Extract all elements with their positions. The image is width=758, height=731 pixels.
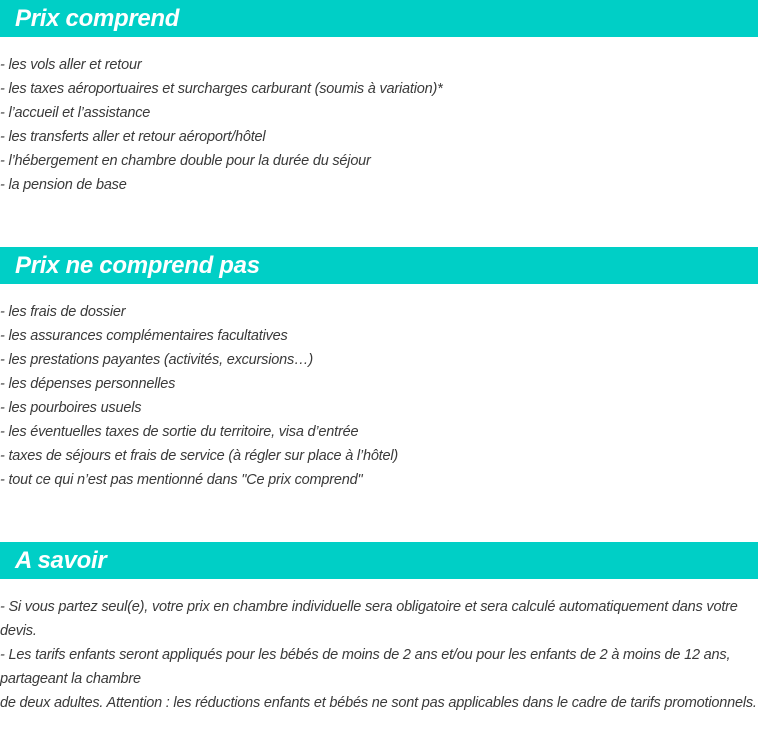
list-item: - les frais de dossier	[0, 304, 126, 320]
list-item: - les prestations payantes (activités, excursions…)	[0, 352, 313, 368]
section-header-prix-ne-comprend-pas	[0, 247, 758, 284]
list-item: - les vols aller et retour	[0, 57, 142, 73]
list-item: - les assurances complémentaires facultatives	[0, 328, 288, 344]
list-item: - les éventuelles taxes de sortie du territoire, visa d’entrée	[0, 424, 359, 440]
list-item: - taxes de séjours et frais de service (à régler sur place à l’hôtel)	[0, 448, 399, 464]
list-item: - les dépenses personnelles	[0, 376, 176, 392]
list-item: - les transferts aller et retour aéroport/hôtel	[0, 129, 266, 145]
section-header-prix-comprend	[0, 0, 758, 37]
list-item: - l’hébergement en chambre double pour la durée du séjour	[0, 153, 371, 169]
list-item: - la pension de base	[0, 177, 127, 193]
section-title: Prix ne comprend pas	[15, 252, 260, 279]
info-line: - Si vous partez seul(e), votre prix en chambre individuelle sera obligatoire et sera calculé automatiquement dans votre devis.	[0, 599, 738, 639]
list-item: - les pourboires usuels	[0, 400, 142, 416]
included-list	[0, 53, 443, 197]
info-line: - Les tarifs enfants seront appliqués pour les bébés de moins de 2 ans et/ou pour les enfants de 2 à moins de 12 ans, partageant la chambre	[0, 647, 731, 687]
list-item: - l’accueil et l’assistance	[0, 105, 151, 121]
section-header-a-savoir	[0, 542, 758, 579]
section-title: Prix comprend	[15, 5, 180, 32]
info-line: de deux adultes. Attention : les réductions enfants et bébés ne sont pas applicables dans le cadre de tarifs promotionnels.	[0, 695, 757, 711]
section-title: A savoir	[15, 547, 107, 574]
info-paragraph	[0, 595, 758, 715]
list-item: - les taxes aéroportuaires et surcharges carburant (soumis à variation)*	[0, 81, 443, 97]
excluded-list	[0, 300, 398, 492]
list-item: - tout ce qui n’est pas mentionné dans "Ce prix comprend"	[0, 472, 363, 488]
